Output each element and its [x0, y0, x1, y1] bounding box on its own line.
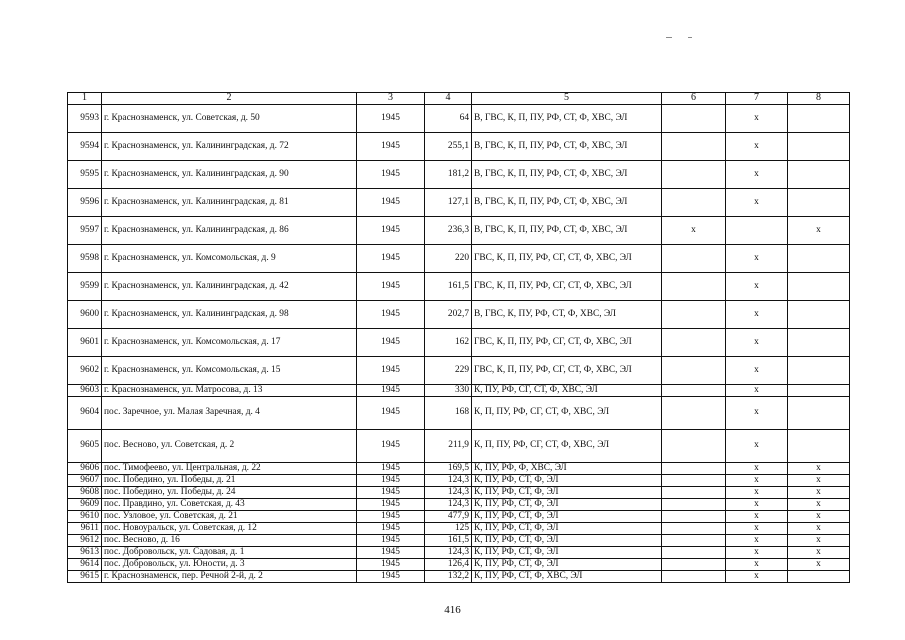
area-cell: 169,5 [425, 463, 472, 475]
area-cell: 236,3 [425, 217, 472, 245]
systems-cell: ГВС, К, П, ПУ, РФ, СГ, СТ, Ф, ХВС, ЭЛ [472, 329, 662, 357]
area-cell: 255,1 [425, 133, 472, 161]
year-cell: 1945 [357, 430, 425, 463]
mark-cell-6 [662, 430, 726, 463]
mark-cell-6 [662, 161, 726, 189]
mark-cell-7: х [726, 189, 788, 217]
mark-cell-7: х [726, 463, 788, 475]
address-cell: пос. Заречное, ул. Малая Заречная, д. 4 [102, 397, 357, 430]
table-row [68, 475, 850, 487]
mark-cell-7: х [726, 571, 788, 583]
mark-cell-6: х [662, 217, 726, 245]
year-cell: 1945 [357, 385, 425, 397]
row-number: 9599 [68, 273, 102, 301]
mark-cell-8: х [788, 523, 850, 535]
address-cell: пос. Весново, ул. Советская, д. 2 [102, 430, 357, 463]
year-cell: 1945 [357, 273, 425, 301]
mark-cell-8 [788, 245, 850, 273]
header-cell: 1 [68, 93, 102, 105]
mark-cell-6 [662, 499, 726, 511]
table-row [68, 105, 850, 133]
address-cell: пос. Весново, д. 16 [102, 535, 357, 547]
systems-cell: В, ГВС, К, П, ПУ, РФ, СТ, Ф, ХВС, ЭЛ [472, 217, 662, 245]
address-cell: г. Краснознаменск, ул. Калининградская, д. 98 [102, 301, 357, 329]
mark-cell-8 [788, 357, 850, 385]
mark-cell-6 [662, 547, 726, 559]
address-cell: г. Краснознаменск, ул. Калининградская, д. 81 [102, 189, 357, 217]
year-cell: 1945 [357, 559, 425, 571]
mark-cell-6 [662, 397, 726, 430]
table-row [68, 511, 850, 523]
area-cell: 161,5 [425, 535, 472, 547]
area-cell: 124,3 [425, 547, 472, 559]
year-cell: 1945 [357, 523, 425, 535]
mark-cell-7: х [726, 511, 788, 523]
row-number: 9593 [68, 105, 102, 133]
table-row [68, 397, 850, 430]
mark-cell-7: х [726, 385, 788, 397]
header-cell: 3 [357, 93, 425, 105]
systems-cell: ГВС, К, П, ПУ, РФ, СГ, СТ, Ф, ХВС, ЭЛ [472, 357, 662, 385]
year-cell: 1945 [357, 189, 425, 217]
mark-cell-8: х [788, 535, 850, 547]
year-cell: 1945 [357, 463, 425, 475]
address-cell: пос. Тимофеево, ул. Центральная, д. 22 [102, 463, 357, 475]
row-number: 9610 [68, 511, 102, 523]
table-row [68, 189, 850, 217]
year-cell: 1945 [357, 475, 425, 487]
table-row [68, 385, 850, 397]
row-number: 9596 [68, 189, 102, 217]
systems-cell: В, ГВС, К, П, ПУ, РФ, СТ, Ф, ХВС, ЭЛ [472, 105, 662, 133]
systems-cell: К, ПУ, РФ, СТ, Ф, ЭЛ [472, 523, 662, 535]
systems-cell: К, П, ПУ, РФ, СГ, СТ, Ф, ХВС, ЭЛ [472, 397, 662, 430]
mark-cell-8 [788, 273, 850, 301]
area-cell: 162 [425, 329, 472, 357]
year-cell: 1945 [357, 245, 425, 273]
mark-cell-6 [662, 535, 726, 547]
address-cell: г. Краснознаменск, ул. Калининградская, д. 90 [102, 161, 357, 189]
mark-cell-7: х [726, 430, 788, 463]
mark-cell-6 [662, 357, 726, 385]
mark-cell-6 [662, 105, 726, 133]
area-cell: 161,5 [425, 273, 472, 301]
systems-cell: В, ГВС, К, П, ПУ, РФ, СТ, Ф, ХВС, ЭЛ [472, 189, 662, 217]
row-number: 9606 [68, 463, 102, 475]
mark-cell-8 [788, 189, 850, 217]
mark-cell-7: х [726, 499, 788, 511]
year-cell: 1945 [357, 571, 425, 583]
row-number: 9605 [68, 430, 102, 463]
mark-cell-7: х [726, 273, 788, 301]
year-cell: 1945 [357, 133, 425, 161]
mark-cell-8 [788, 430, 850, 463]
area-cell: 211,9 [425, 430, 472, 463]
mark-cell-7: х [726, 475, 788, 487]
table-row [68, 559, 850, 571]
table-body [68, 105, 850, 583]
mark-cell-6 [662, 329, 726, 357]
systems-cell: К, ПУ, РФ, СТ, Ф, ЭЛ [472, 535, 662, 547]
table-row [68, 499, 850, 511]
address-cell: г. Краснознаменск, ул. Комсомольская, д. 9 [102, 245, 357, 273]
area-cell: 168 [425, 397, 472, 430]
header-cell: 5 [472, 93, 662, 105]
table-row [68, 523, 850, 535]
header-cell: 2 [102, 93, 357, 105]
mark-cell-8 [788, 385, 850, 397]
table-row [68, 217, 850, 245]
year-cell: 1945 [357, 357, 425, 385]
mark-cell-8: х [788, 511, 850, 523]
mark-cell-6 [662, 523, 726, 535]
mark-cell-8: х [788, 217, 850, 245]
mark-cell-6 [662, 463, 726, 475]
row-number: 9612 [68, 535, 102, 547]
row-number: 9614 [68, 559, 102, 571]
mark-cell-7: х [726, 329, 788, 357]
address-cell: г. Краснознаменск, ул. Комсомольская, д. 17 [102, 329, 357, 357]
row-number: 9600 [68, 301, 102, 329]
address-cell: пос. Победино, ул. Победы, д. 24 [102, 487, 357, 499]
mark-cell-7: х [726, 535, 788, 547]
address-cell: пос. Победино, ул. Победы, д. 21 [102, 475, 357, 487]
mark-cell-6 [662, 475, 726, 487]
year-cell: 1945 [357, 499, 425, 511]
row-number: 9601 [68, 329, 102, 357]
mark-cell-7: х [726, 559, 788, 571]
year-cell: 1945 [357, 487, 425, 499]
mark-cell-8: х [788, 463, 850, 475]
systems-cell: К, ПУ, РФ, Ф, ХВС, ЭЛ [472, 463, 662, 475]
row-number: 9607 [68, 475, 102, 487]
year-cell: 1945 [357, 397, 425, 430]
area-cell: 132,2 [425, 571, 472, 583]
table-row [68, 535, 850, 547]
address-cell: г. Краснознаменск, ул. Матросова, д. 13 [102, 385, 357, 397]
area-cell: 124,3 [425, 475, 472, 487]
systems-cell: В, ГВС, К, ПУ, РФ, СТ, Ф, ХВС, ЭЛ [472, 301, 662, 329]
row-number: 9609 [68, 499, 102, 511]
housing-register-table [67, 92, 850, 583]
mark-cell-7: х [726, 487, 788, 499]
table-row [68, 357, 850, 385]
address-cell: г. Краснознаменск, ул. Комсомольская, д. 15 [102, 357, 357, 385]
table-row [68, 430, 850, 463]
systems-cell: К, ПУ, РФ, СТ, Ф, ЭЛ [472, 511, 662, 523]
row-number: 9594 [68, 133, 102, 161]
systems-cell: К, П, ПУ, РФ, СГ, СТ, Ф, ХВС, ЭЛ [472, 430, 662, 463]
year-cell: 1945 [357, 105, 425, 133]
mark-cell-6 [662, 189, 726, 217]
header-cell: 4 [425, 93, 472, 105]
systems-cell: К, ПУ, РФ, СТ, Ф, ЭЛ [472, 475, 662, 487]
mark-cell-8: х [788, 547, 850, 559]
mark-cell-7: х [726, 133, 788, 161]
mark-cell-6 [662, 273, 726, 301]
area-cell: 220 [425, 245, 472, 273]
mark-cell-8: х [788, 499, 850, 511]
row-number: 9598 [68, 245, 102, 273]
address-cell: г. Краснознаменск, ул. Калининградская, д. 72 [102, 133, 357, 161]
header-cell: 8 [788, 93, 850, 105]
address-cell: г. Краснознаменск, ул. Калининградская, д. 86 [102, 217, 357, 245]
systems-cell: В, ГВС, К, П, ПУ, РФ, СТ, Ф, ХВС, ЭЛ [472, 161, 662, 189]
header-cell: 7 [726, 93, 788, 105]
area-cell: 181,2 [425, 161, 472, 189]
mark-cell-7: х [726, 161, 788, 189]
mark-cell-7: х [726, 397, 788, 430]
area-cell: 330 [425, 385, 472, 397]
row-number: 9611 [68, 523, 102, 535]
mark-cell-7: х [726, 547, 788, 559]
mark-cell-8: х [788, 559, 850, 571]
systems-cell: К, ПУ, РФ, СТ, Ф, ЭЛ [472, 547, 662, 559]
scan-mark [666, 37, 672, 38]
scan-mark [688, 37, 692, 38]
mark-cell-6 [662, 133, 726, 161]
row-number: 9602 [68, 357, 102, 385]
mark-cell-7: х [726, 357, 788, 385]
table-row [68, 273, 850, 301]
area-cell: 124,3 [425, 499, 472, 511]
mark-cell-8 [788, 301, 850, 329]
mark-cell-6 [662, 487, 726, 499]
systems-cell: В, ГВС, К, П, ПУ, РФ, СТ, Ф, ХВС, ЭЛ [472, 133, 662, 161]
mark-cell-6 [662, 571, 726, 583]
row-number: 9613 [68, 547, 102, 559]
table-row [68, 301, 850, 329]
table-row [68, 463, 850, 475]
address-cell: пос. Правдино, ул. Советская, д. 43 [102, 499, 357, 511]
table-row [68, 329, 850, 357]
table-row [68, 547, 850, 559]
area-cell: 124,3 [425, 487, 472, 499]
row-number: 9603 [68, 385, 102, 397]
area-cell: 64 [425, 105, 472, 133]
mark-cell-8: х [788, 475, 850, 487]
row-number: 9597 [68, 217, 102, 245]
mark-cell-6 [662, 511, 726, 523]
row-number: 9604 [68, 397, 102, 430]
mark-cell-8: х [788, 487, 850, 499]
address-cell: пос. Новоуральск, ул. Советская, д. 12 [102, 523, 357, 535]
address-cell: пос. Добровольск, ул. Юности, д. 3 [102, 559, 357, 571]
area-cell: 477,9 [425, 511, 472, 523]
area-cell: 125 [425, 523, 472, 535]
area-cell: 202,7 [425, 301, 472, 329]
address-cell: пос. Узловое, ул. Советская, д. 21 [102, 511, 357, 523]
page-number: 416 [444, 604, 461, 616]
area-cell: 126,4 [425, 559, 472, 571]
column-number-header [68, 93, 850, 105]
row-number: 9615 [68, 571, 102, 583]
mark-cell-7: х [726, 245, 788, 273]
area-cell: 127,1 [425, 189, 472, 217]
systems-cell: К, ПУ, РФ, СГ, СТ, Ф, ХВС, ЭЛ [472, 385, 662, 397]
year-cell: 1945 [357, 511, 425, 523]
mark-cell-7: х [726, 301, 788, 329]
table-row [68, 487, 850, 499]
table-row [68, 161, 850, 189]
year-cell: 1945 [357, 329, 425, 357]
year-cell: 1945 [357, 217, 425, 245]
address-cell: г. Краснознаменск, ул. Советская, д. 50 [102, 105, 357, 133]
mark-cell-7 [726, 217, 788, 245]
mark-cell-6 [662, 301, 726, 329]
systems-cell: ГВС, К, П, ПУ, РФ, СГ, СТ, Ф, ХВС, ЭЛ [472, 245, 662, 273]
year-cell: 1945 [357, 547, 425, 559]
mark-cell-6 [662, 559, 726, 571]
table-row [68, 571, 850, 583]
row-number: 9608 [68, 487, 102, 499]
systems-cell: К, ПУ, РФ, СТ, Ф, ЭЛ [472, 499, 662, 511]
systems-cell: К, ПУ, РФ, СТ, Ф, ХВС, ЭЛ [472, 571, 662, 583]
mark-cell-8 [788, 329, 850, 357]
mark-cell-6 [662, 245, 726, 273]
year-cell: 1945 [357, 535, 425, 547]
year-cell: 1945 [357, 161, 425, 189]
mark-cell-7: х [726, 105, 788, 133]
year-cell: 1945 [357, 301, 425, 329]
header-cell: 6 [662, 93, 726, 105]
mark-cell-6 [662, 385, 726, 397]
table-row [68, 133, 850, 161]
systems-cell: ГВС, К, П, ПУ, РФ, СГ, СТ, Ф, ХВС, ЭЛ [472, 273, 662, 301]
mark-cell-8 [788, 397, 850, 430]
mark-cell-7: х [726, 523, 788, 535]
mark-cell-8 [788, 105, 850, 133]
mark-cell-8 [788, 161, 850, 189]
area-cell: 229 [425, 357, 472, 385]
address-cell: г. Краснознаменск, ул. Калининградская, д. 42 [102, 273, 357, 301]
mark-cell-8 [788, 571, 850, 583]
systems-cell: К, ПУ, РФ, СТ, Ф, ЭЛ [472, 559, 662, 571]
mark-cell-8 [788, 133, 850, 161]
row-number: 9595 [68, 161, 102, 189]
table-row [68, 245, 850, 273]
address-cell: г. Краснознаменск, пер. Речной 2-й, д. 2 [102, 571, 357, 583]
address-cell: пос. Добровольск, ул. Садовая, д. 1 [102, 547, 357, 559]
systems-cell: К, ПУ, РФ, СТ, Ф, ЭЛ [472, 487, 662, 499]
